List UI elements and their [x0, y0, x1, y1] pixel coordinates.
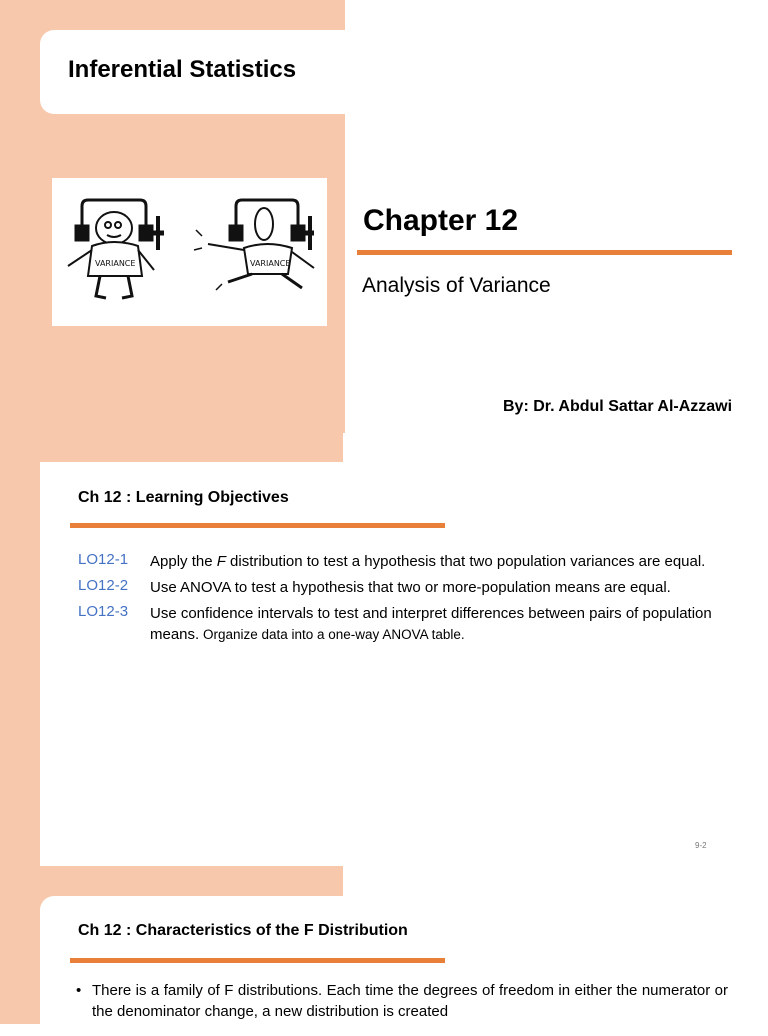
slide2-left-peach-band: [0, 462, 40, 896]
cartoon-label-right: VARIANCE: [250, 259, 291, 268]
author-credit: By: Dr. Abdul Sattar Al-Azzawi: [503, 398, 733, 415]
bullet-icon: •: [76, 982, 82, 999]
learning-objectives-divider: [70, 523, 445, 528]
learning-objectives-heading: Ch 12 : Learning Objectives: [78, 489, 289, 506]
objective-text: Use confidence intervals to test and interpret differences between pairs of population means. Organize data into a one-way ANOVA table.: [150, 605, 712, 643]
chapter-divider: [357, 250, 732, 255]
f-distribution-heading: Ch 12 : Characteristics of the F Distribution: [78, 922, 408, 939]
slide2-top-peach: [0, 433, 343, 462]
document-title: Inferential Statistics: [68, 56, 297, 83]
objective-code: LO12-1: [78, 551, 129, 568]
variance-cartoon-illustration: [52, 178, 327, 326]
objective-text: Apply the F distribution to test a hypothesis that two population variances are equal.: [150, 553, 706, 570]
chapter-subtitle: Analysis of Variance: [362, 274, 551, 297]
objective-code: LO12-2: [78, 577, 129, 594]
page-number: 9-2: [695, 841, 707, 850]
bullet-item: • There is a family of F distributions. Each time the degrees of freedom in either the numerator or the denominator change, a new distribution is created: [76, 982, 728, 1020]
cartoon-label-left: VARIANCE: [95, 259, 136, 268]
chapter-title: Chapter 12: [363, 204, 519, 237]
objective-code: LO12-3: [78, 603, 129, 620]
variance-cartoon-image: [52, 178, 327, 326]
objective-text: Use ANOVA to test a hypothesis that two or more-population means are equal.: [150, 579, 671, 596]
f-distribution-divider: [70, 958, 445, 963]
